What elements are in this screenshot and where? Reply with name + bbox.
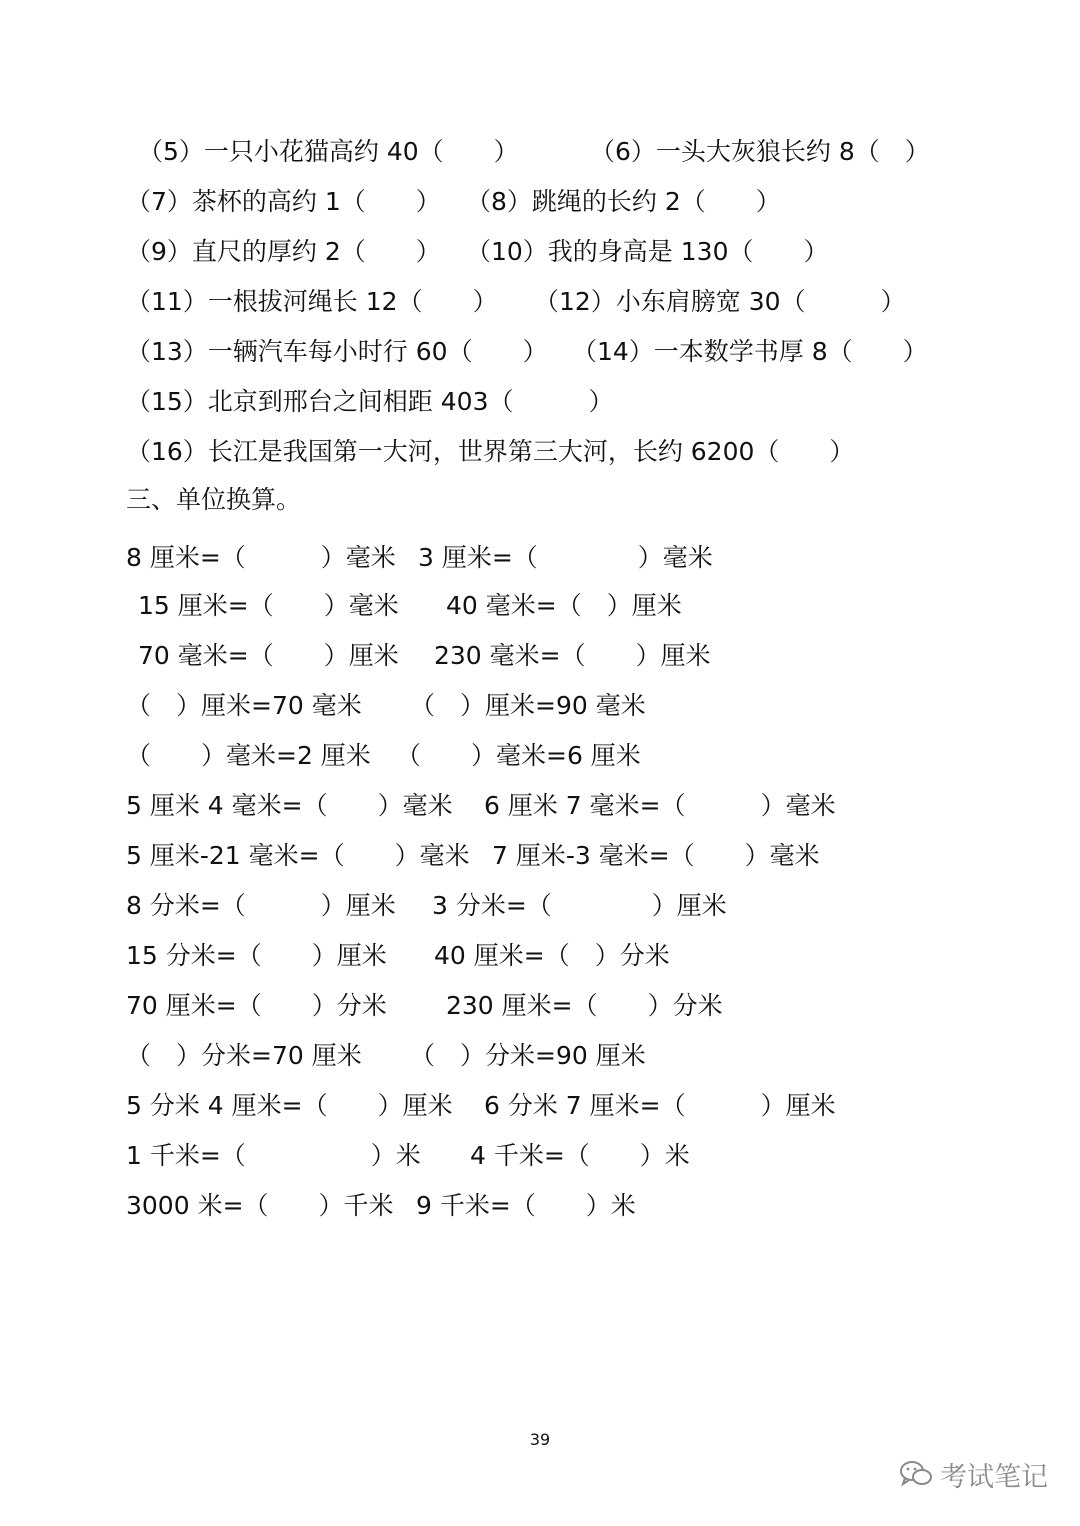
wechat-icon [898,1459,934,1489]
conversion-item: （ ）分米=90 厘米 [410,1041,646,1070]
conversion-item: 3000 米=（ ）千米 [126,1191,394,1220]
conversion-item: 6 分米 7 厘米=（ ）厘米 [484,1091,836,1120]
page-number: 39 [529,1430,551,1449]
conversion-item: 4 千米=（ ）米 [470,1141,690,1170]
question-8: （8）跳绳的长约 2（ ） [466,187,781,216]
watermark [898,1452,1048,1496]
conversion-item: 6 厘米 7 毫米=（ ）毫米 [484,791,836,820]
conversion-item: 230 毫米=（ ）厘米 [434,641,711,670]
section-heading: 三、单位换算。 [126,485,302,514]
conversion-item: 7 厘米-3 毫米=（ ）毫米 [492,841,820,870]
conversion-item: 70 毫米=（ ）厘米 [138,641,399,670]
conversion-item: 230 厘米=（ ）分米 [446,991,723,1020]
conversion-item: （ ）厘米=90 毫米 [410,691,646,720]
conversion-item: 3 分米=（ ）厘米 [432,891,727,920]
watermark-text: 考试笔记 [940,1461,1048,1493]
question-16: （16）长江是我国第一大河，世界第三大河，长约 6200（ ） [126,437,855,466]
conversion-item: 8 厘米=（ ）毫米 [126,543,396,572]
conversion-item: 1 千米=（ ）米 [126,1141,421,1170]
question-6: （6）一头大灰狼长约 8（ ） [590,137,930,166]
conversion-item: 40 毫米=（ ）厘米 [446,591,682,620]
question-12: （12）小东肩膀宽 30（ ） [534,287,906,316]
question-14: （14）一本数学书厚 8（ ） [572,337,928,366]
question-7: （7）茶杯的高约 1（ ） [126,187,441,216]
conversion-item: （ ）分米=70 厘米 [126,1041,362,1070]
question-11: （11）一根拔河绳长 12（ ） [126,287,498,316]
conversion-item: 70 厘米=（ ）分米 [126,991,387,1020]
conversion-item: 5 分米 4 厘米=（ ）厘米 [126,1091,453,1120]
conversion-item: （ ）毫米=2 厘米 [126,741,371,770]
conversion-item: （ ）毫米=6 厘米 [396,741,641,770]
conversion-item: （ ）厘米=70 毫米 [126,691,362,720]
conversion-item: 15 厘米=（ ）毫米 [138,591,399,620]
conversion-item: 5 厘米-21 毫米=（ ）毫米 [126,841,470,870]
question-9: （9）直尺的厚约 2（ ） [126,237,441,266]
question-15: （15）北京到邢台之间相距 403（ ） [126,387,614,416]
conversion-item: 8 分米=（ ）厘米 [126,891,396,920]
conversion-item: 9 千米=（ ）米 [416,1191,636,1220]
question-5: （5）一只小花猫高约 40（ ） [138,137,519,166]
question-10: （10）我的身高是 130（ ） [466,237,829,266]
conversion-item: 40 厘米=（ ）分米 [434,941,670,970]
conversion-item: 3 厘米=（ ）毫米 [418,543,713,572]
question-13: （13）一辆汽车每小时行 60（ ） [126,337,548,366]
conversion-item: 15 分米=（ ）厘米 [126,941,387,970]
conversion-item: 5 厘米 4 毫米=（ ）毫米 [126,791,453,820]
